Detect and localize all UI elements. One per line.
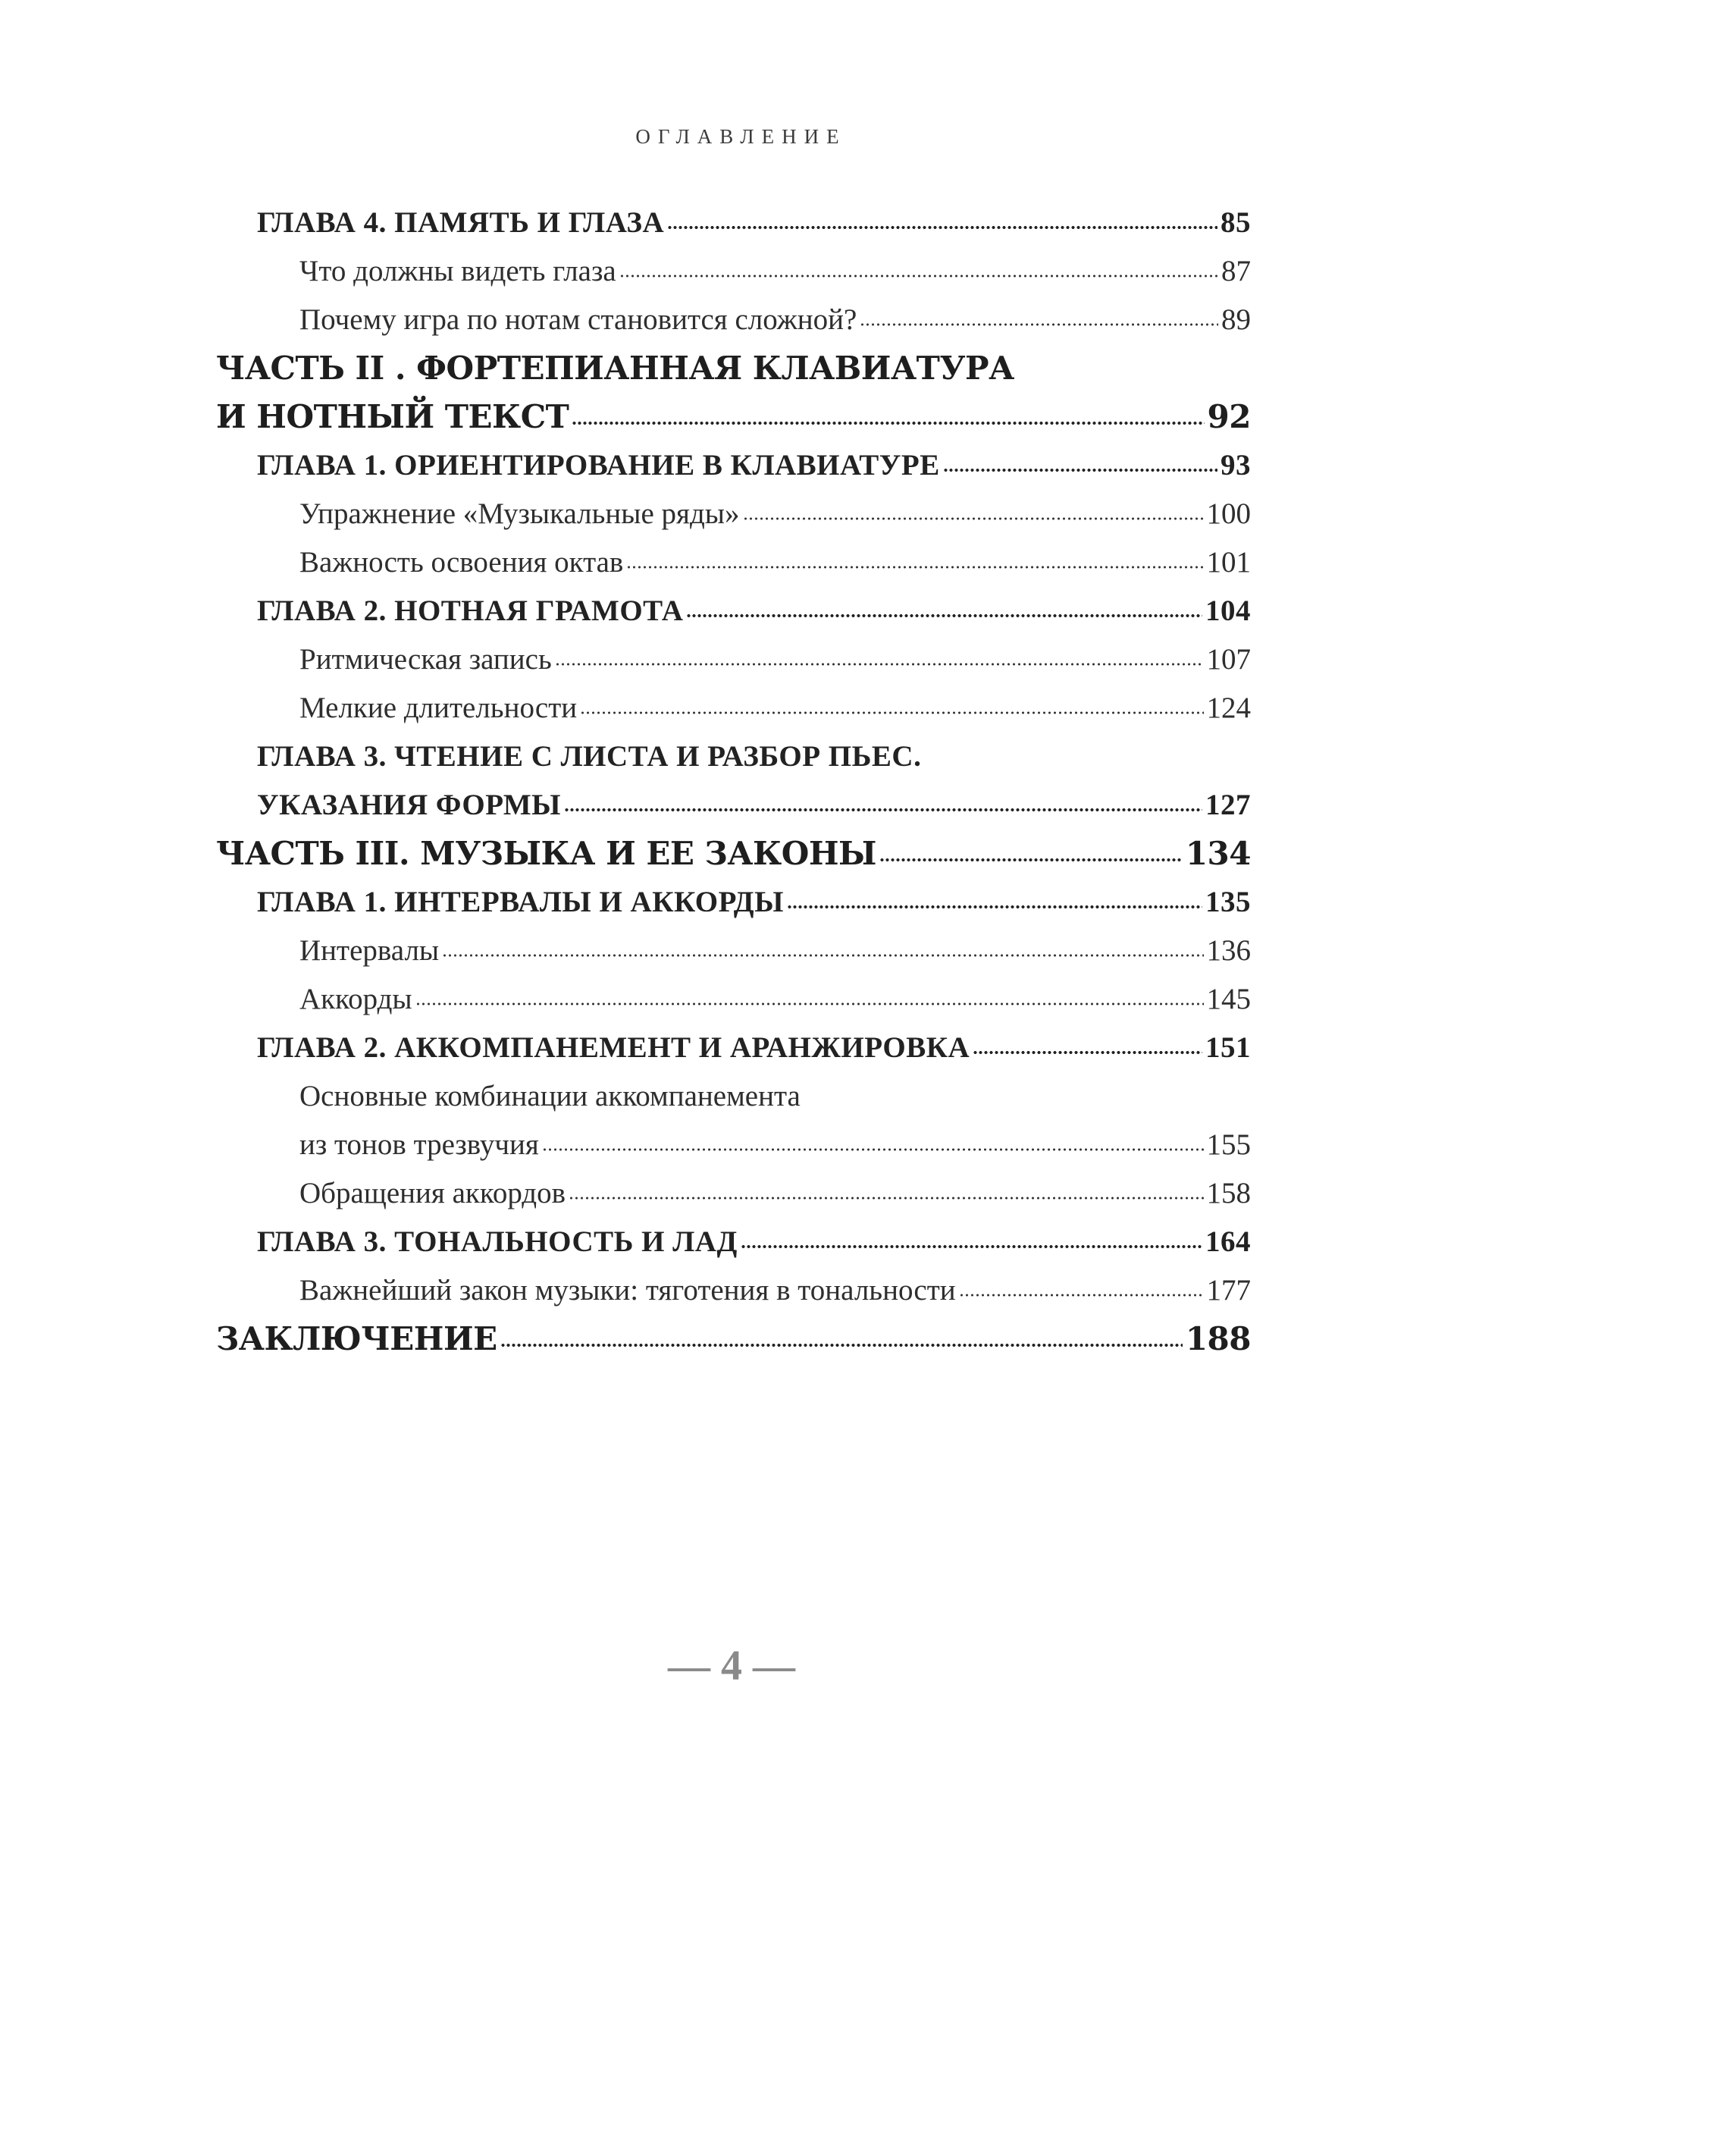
toc-entry-title: ЗАКЛЮЧЕНИЕ [216, 1320, 497, 1357]
dot-leader [580, 711, 1203, 715]
dot-leader [686, 613, 1202, 618]
toc-entry-title: УКАЗАНИЯ ФОРМЫ [257, 789, 561, 821]
toc-entry-title: Интервалы [299, 934, 440, 967]
toc-entry-page: 127 [1205, 789, 1251, 821]
dot-leader [860, 322, 1218, 327]
toc-entry-section [216, 1266, 1251, 1315]
toc-entry-page: 92 [1207, 398, 1251, 435]
dot-leader [572, 421, 1204, 425]
toc-entry-page: 134 [1185, 835, 1251, 872]
dot-leader [626, 565, 1203, 569]
toc-entry-page: 177 [1206, 1274, 1251, 1307]
toc-entry-part [216, 344, 1251, 393]
toc-entry-page: 101 [1206, 546, 1251, 579]
running-head: ОГЛАВЛЕНИЕ [635, 125, 847, 148]
table-of-contents [216, 199, 1251, 1363]
toc-entry-part [216, 1315, 1251, 1363]
toc-entry-page: 104 [1205, 595, 1251, 627]
toc-entry-section [216, 927, 1251, 975]
toc-entry-page: 158 [1206, 1177, 1251, 1209]
toc-entry-title: Что должны видеть глаза [299, 255, 616, 287]
toc-entry-section [216, 635, 1251, 684]
toc-entry-title: из тонов трезвучия [299, 1128, 539, 1161]
dot-leader [564, 808, 1202, 812]
toc-entry-section [216, 1169, 1251, 1218]
toc-entry-title: ГЛАВА 2. АККОМПАНЕМЕНТ И АРАНЖИРОВКА [257, 1031, 970, 1064]
toc-entry-section [216, 1121, 1251, 1169]
toc-entry-section [216, 1072, 1251, 1121]
toc-entry-page: 164 [1205, 1225, 1251, 1258]
toc-entry-page: 151 [1205, 1031, 1251, 1064]
dot-leader [500, 1343, 1183, 1347]
toc-entry-title: Аккорды [299, 983, 412, 1015]
toc-entry-part [216, 393, 1251, 441]
toc-entry-title: И НОТНЫЙ ТЕКСТ [216, 398, 569, 435]
toc-entry-page: 135 [1205, 886, 1251, 918]
toc-entry-page: 87 [1221, 255, 1251, 287]
toc-entry-title: Обращения аккордов [299, 1177, 566, 1209]
dot-leader [442, 953, 1203, 958]
toc-entry-title: Мелкие длительности [299, 692, 578, 724]
toc-entry-chapter [216, 199, 1251, 247]
toc-entry-chapter [216, 733, 1251, 781]
dot-leader [415, 1002, 1204, 1006]
toc-entry-section [216, 975, 1251, 1024]
toc-entry-chapter [216, 781, 1251, 830]
toc-entry-chapter [216, 1218, 1251, 1266]
toc-entry-chapter [216, 878, 1251, 927]
toc-entry-title: Ритмическая запись [299, 643, 552, 676]
toc-entry-page: 188 [1185, 1320, 1251, 1357]
toc-entry-page: 145 [1206, 983, 1251, 1015]
toc-entry-title: ГЛАВА 3. ТОНАЛЬНОСТЬ И ЛАД [257, 1225, 738, 1258]
dot-leader [542, 1147, 1204, 1152]
toc-entry-section [216, 296, 1251, 344]
dot-leader [667, 225, 1217, 230]
dot-leader [973, 1050, 1202, 1055]
toc-entry-title: ГЛАВА 4. ПАМЯТЬ И ГЛАЗА [257, 206, 665, 239]
toc-entry-title: ГЛАВА 3. ЧТЕНИЕ С ЛИСТА И РАЗБОР ПЬЕС. [257, 740, 922, 773]
dot-leader [555, 662, 1204, 667]
toc-entry-page: 155 [1206, 1128, 1251, 1161]
toc-entry-title: Важность освоения октав [299, 546, 624, 579]
page-number: — 4 — [668, 1642, 795, 1689]
toc-entry-chapter [216, 441, 1251, 490]
toc-entry-page: 124 [1206, 692, 1251, 724]
dot-leader [741, 1244, 1202, 1249]
toc-entry-page: 85 [1221, 206, 1251, 239]
dot-leader [619, 274, 1218, 278]
toc-entry-title: Почему игра по нотам становится сложной? [299, 303, 857, 336]
toc-entry-section [216, 538, 1251, 587]
dot-leader [959, 1293, 1204, 1297]
toc-entry-title: ГЛАВА 2. НОТНАЯ ГРАМОТА [257, 595, 684, 627]
toc-entry-page: 89 [1221, 303, 1251, 336]
dot-leader [943, 468, 1217, 472]
toc-entry-chapter [216, 1024, 1251, 1072]
toc-entry-chapter [216, 587, 1251, 635]
toc-entry-title: Упражнение «Музыкальные ряды» [299, 497, 740, 530]
dot-leader [879, 858, 1183, 862]
toc-entry-page: 93 [1221, 449, 1251, 482]
toc-entry-page: 107 [1206, 643, 1251, 676]
toc-entry-title: Важнейший закон музыки: тяготения в тональности [299, 1274, 956, 1307]
dot-leader [743, 516, 1204, 521]
toc-entry-part [216, 830, 1251, 878]
toc-entry-title: ЧАСТЬ III. МУЗЫКА И ЕЕ ЗАКОНЫ [216, 835, 876, 872]
toc-entry-title: Основные комбинации аккомпанемента [299, 1080, 801, 1112]
toc-entry-section [216, 684, 1251, 733]
dot-leader [787, 905, 1202, 909]
toc-entry-title: ЧАСТЬ II . ФОРТЕПИАННАЯ КЛАВИАТУРА [216, 350, 1014, 387]
toc-entry-page: 136 [1206, 934, 1251, 967]
toc-entry-section [216, 490, 1251, 538]
dot-leader [569, 1196, 1203, 1200]
toc-entry-section [216, 247, 1251, 296]
toc-entry-page: 100 [1206, 497, 1251, 530]
toc-entry-title: ГЛАВА 1. ОРИЕНТИРОВАНИЕ В КЛАВИАТУРЕ [257, 449, 940, 482]
toc-entry-title: ГЛАВА 1. ИНТЕРВАЛЫ И АККОРДЫ [257, 886, 784, 918]
